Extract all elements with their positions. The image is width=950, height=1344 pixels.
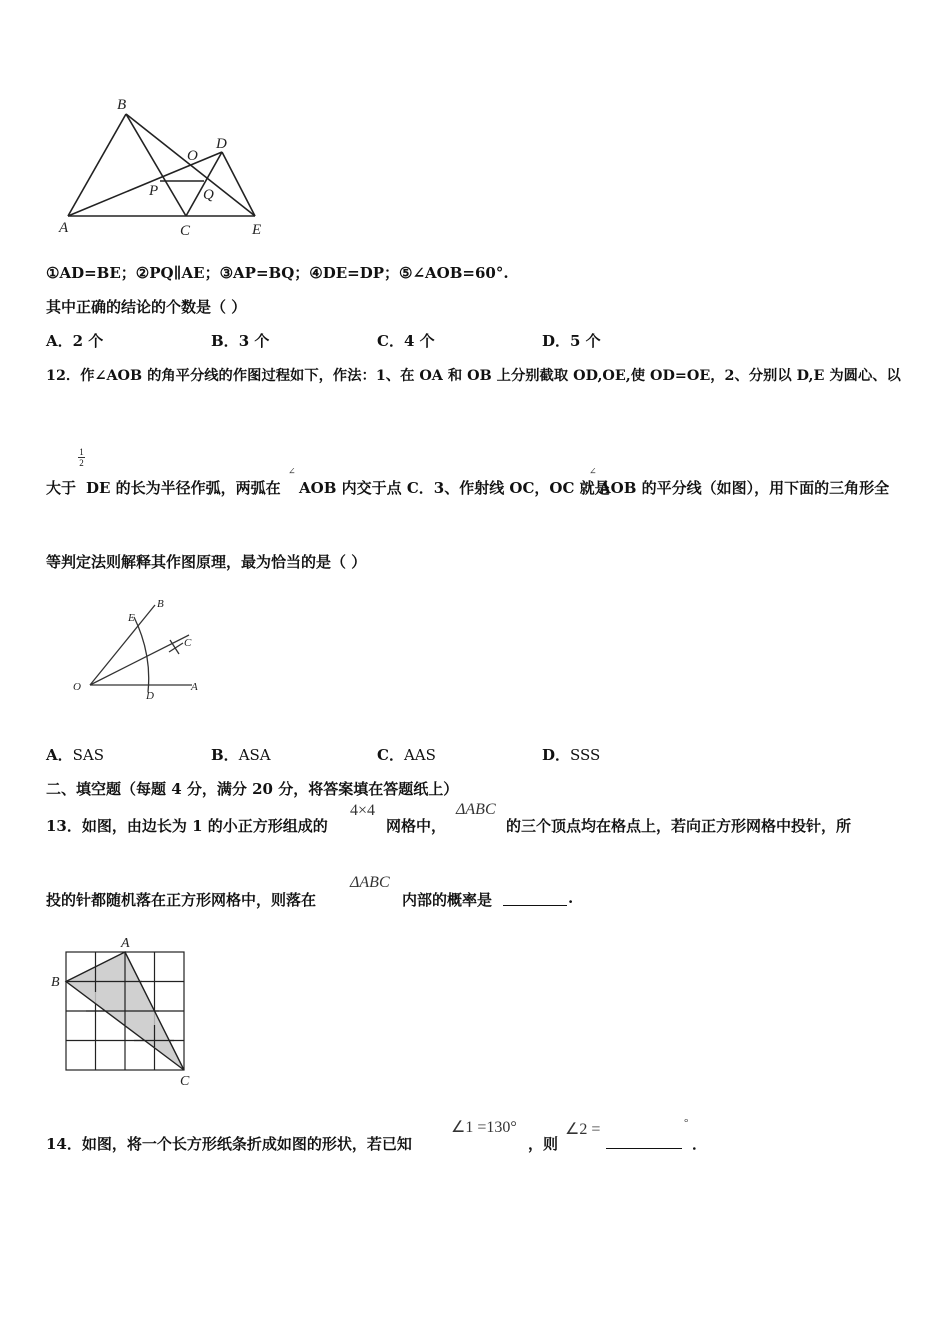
q12-line2-c: AOB 内交于点 C．3、作射线 OC，OC 就是 [299, 479, 610, 497]
ray-OC [90, 635, 189, 685]
fig1-label-P: P [149, 183, 159, 199]
q12-option-a[interactable] [46, 744, 104, 765]
option-letter: D． [542, 746, 571, 764]
q13-part1: 13．如图，由边长为 1 的小正方形组成的 [46, 817, 328, 835]
q12-option-b[interactable] [211, 744, 271, 765]
fig3-label-A: A [121, 936, 130, 951]
option-letter: C． [377, 746, 404, 764]
option-text: 5 个 [570, 332, 601, 350]
q14-part2: ，则 [528, 1135, 559, 1153]
option-text: SSS [570, 746, 601, 764]
q11-conclusions: ①AD=BE；②PQ∥AE；③AP=BQ；④DE=DP；⑤∠AOB=60°. [46, 264, 509, 282]
angle-mark-2: ∠ [589, 467, 597, 477]
figure-triangles [50, 92, 280, 242]
segment-DE [222, 152, 255, 216]
fig1-label-E: E [252, 222, 262, 238]
q12-line1: 12．作∠AOB 的角平分线的作图过程如下，作法：1、在 OA 和 OB 上分别截取 OD,OE,使 OD=OE，2、分别以 D,E 为圆心、以 [46, 368, 901, 384]
fig3-label-C: C [180, 1074, 190, 1088]
q14-degree: ° [684, 1117, 689, 1129]
q13-part6: . [568, 889, 574, 907]
fig1-label-C: C [180, 223, 191, 239]
q14-end: ． [692, 1135, 708, 1153]
fig2-label-B: B [157, 598, 164, 610]
q12-option-c[interactable] [377, 744, 436, 765]
angle-mark-1: ∠ [288, 467, 296, 477]
fig3-label-B: B [51, 975, 60, 990]
segment-AB [68, 114, 126, 216]
q12-option-d[interactable] [542, 744, 600, 765]
q13-answer-blank[interactable] [503, 891, 567, 906]
figure-angle-bisector [66, 592, 216, 704]
q13-triangle-2: ΔABC [350, 874, 390, 891]
fig1-label-D: D [216, 136, 227, 152]
option-letter: A． [46, 746, 73, 764]
q11-option-c[interactable] [377, 330, 435, 351]
q12-line2-a: 大于 [46, 479, 77, 497]
option-text: 3 个 [238, 332, 270, 350]
option-text: SAS [72, 746, 105, 764]
q12-line2-b: DE 的长为半径作弧，两弧在 [86, 479, 281, 497]
fig2-label-O: O [73, 681, 81, 693]
option-text: ASA [238, 746, 271, 764]
option-text: 4 个 [403, 332, 435, 350]
q13-grid-size: 4×4 [350, 802, 376, 819]
q13-triangle: ΔABC [456, 801, 496, 818]
fig2-label-A: A [191, 681, 198, 693]
q14-given: ∠1 =130° [451, 1119, 517, 1136]
option-letter: B． [211, 332, 239, 350]
fig1-label-Q: Q [203, 187, 214, 203]
fig1-label-A: A [59, 220, 69, 236]
figure-grid-triangle [46, 932, 196, 1088]
q14-part1: 14．如图，将一个长方形纸条折成如图的形状，若已知 [46, 1135, 412, 1153]
q12-fraction [78, 447, 85, 468]
q13-part3: 的三个顶点均在格点上，若向正方形网格中投针，所 [506, 817, 852, 835]
option-text: 2 个 [72, 332, 104, 350]
q13-part4: 投的针都随机落在正方形网格中，则落在 [46, 891, 317, 909]
q12-line3: 等判定法则解释其作图原理，最为恰当的是（ ） [46, 553, 367, 571]
q13-part2: 网格中， [386, 817, 447, 835]
option-letter: A． [46, 332, 73, 350]
segment-AD [68, 152, 222, 216]
q14-ask: ∠2 = [565, 1121, 601, 1138]
fig2-label-E: E [128, 612, 135, 624]
fig2-label-C: C [184, 637, 192, 649]
fraction-denominator: 2 [79, 458, 84, 468]
option-letter: C． [377, 332, 404, 350]
ray-OB [90, 605, 155, 685]
segment-BC [126, 114, 186, 216]
fig1-label-O: O [187, 148, 198, 164]
q11-option-a[interactable] [46, 330, 103, 351]
q11-option-b[interactable] [211, 330, 269, 351]
option-letter: D． [542, 332, 571, 350]
option-letter: B． [211, 746, 239, 764]
section-title: 二、填空题（每题 4 分，满分 20 分，将答案填在答题纸上） [46, 780, 459, 798]
q11-question: 其中正确的结论的个数是（ ） [46, 298, 247, 316]
q11-option-d[interactable] [542, 330, 601, 351]
segment-BE [126, 114, 255, 216]
q14-answer-blank[interactable] [606, 1134, 682, 1149]
q13-part5: 内部的概率是 [402, 891, 493, 909]
q12-line2-d: AOB 的平分线（如图），用下面的三角形全 [599, 479, 890, 497]
fig2-label-D: D [146, 690, 154, 702]
fig1-label-B: B [117, 97, 127, 113]
fraction-numerator: 1 [79, 447, 84, 457]
option-text: AAS [403, 746, 436, 764]
